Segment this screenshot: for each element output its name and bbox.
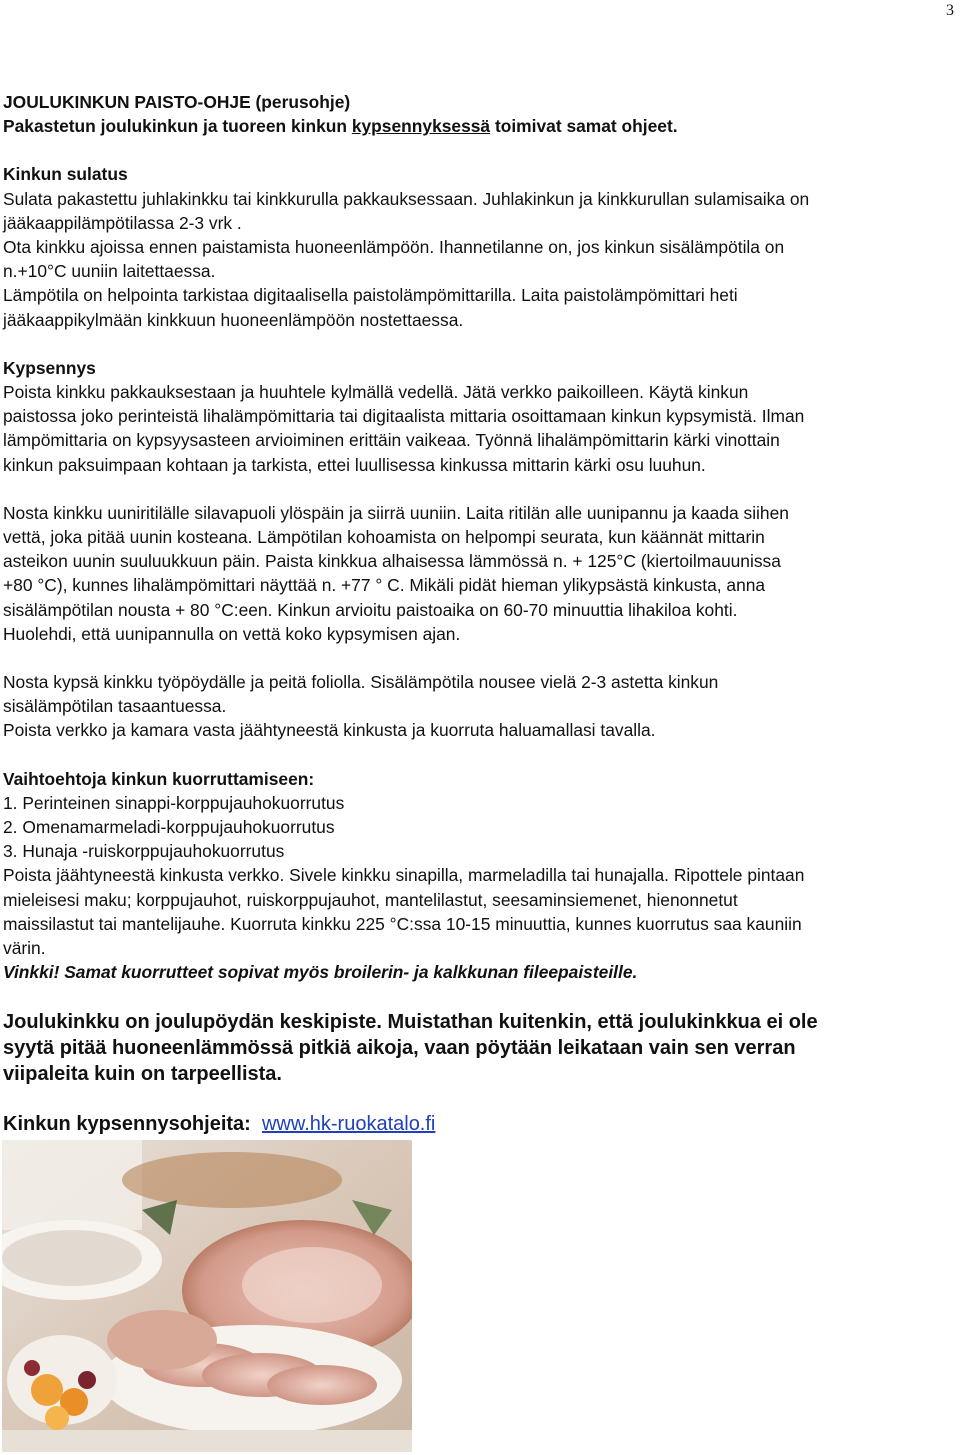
cook-heading: Kypsennys (3, 357, 96, 378)
cook-line: +80 °C), kunnes lihalämpömittari näyttää n. +77 ° C. Mikäli pidät hieman ylikypsästä kinkusta, anna (3, 575, 766, 596)
document-title: JOULUKINKUN PAISTO-OHJE (perusohje) (3, 92, 351, 112)
tip-text: Vinkki! Samat kuorrutteet sopivat myös broilerin- ja kalkkunan fileepaisteille. (3, 962, 638, 983)
thaw-line: Lämpötila on helpointa tarkistaa digitaalisella paistolämpömittarilla. Laita paistolämpömittari heti (3, 285, 738, 306)
website-link[interactable]: www.hk-ruokatalo.fi (261, 1112, 436, 1135)
glaze-line: Poista jäähtyneestä kinkusta verkko. Sivele kinkku sinapilla, marmeladilla tai hunajalla. Ripottele pintaan (3, 865, 805, 886)
cook-line: kinkun paksuimpaan kohtaan ja tarkista, ettei luullisessa kinkussa mittarin kärki osu luuhun. (3, 454, 706, 475)
cook-line: sisälämpötilan tasaantuessa. (3, 696, 227, 717)
cook-line: Nosta kinkku uuniritilälle silavapuoli ylöspäin ja siirrä uuniin. Laita ritilän alle uunipannu ja kaada siihen (3, 502, 789, 523)
ham-photo-illustration (2, 1140, 412, 1452)
cook-line: Huolehdi, että uunipannulla on vettä koko kypsymisen ajan. (3, 623, 461, 644)
document-subtitle: Pakastetun joulukinkun ja tuoreen kinkun kypsennyksessä toimivat samat ohjeet. (3, 116, 678, 137)
cook-line: vettä, joka pitää uunin kosteana. Lämpötilan kohoamista on helpompi seurata, kun käännät mittarin (3, 527, 765, 548)
thaw-heading: Kinkun sulatus (3, 164, 128, 185)
thaw-line: n.+10°C uuniin laitettaessa. (3, 261, 216, 282)
glaze-line: värin. (3, 938, 46, 959)
cook-line: Poista kinkku pakkauksestaan ja huuhtele kylmällä vedellä. Jätä verkko paikoilleen. Käytä kinkun (3, 382, 749, 403)
footer-line (3, 1111, 955, 1137)
glaze-list-item: 1. Perinteinen sinappi-korppujauhokuorrutus (3, 792, 345, 813)
highlight-line: syytä pitää huoneenlämmössä pitkiä aikoja, vaan pöytään leikataan vain sen verran (3, 1036, 796, 1059)
cook-line: paistossa joko perinteistä lihalämpömittaria tai digitaalista mittaria osoittamaan kinkun kypsymistä. Ilman (3, 406, 805, 427)
cook-line: asteikon uunin suuluukkuun päin. Paista kinkkua alhaisessa lämmössä n. + 125°C (kiertoilmauunissa (3, 551, 781, 572)
glaze-list-item: 2. Omenamarmeladi-korppujauhokuorrutus (3, 817, 335, 838)
thaw-line: jääkaappikylmään kinkkuun huoneenlämpöön nostettaessa. (3, 309, 464, 330)
ham-photo (2, 1140, 412, 1452)
glaze-line: maissilastut tai mantelijauhe. Kuorruta kinkku 225 °C:ssa 10-15 minuuttia, kunnes kuorrutus saa kauniin (3, 913, 802, 934)
cook-line: lämpömittaria on kypsyysasteen arvioiminen erittäin vaikeaa. Työnnä lihalämpömittarin kärki vinottain (3, 430, 780, 451)
highlight-line: Joulukinkku on joulupöydän keskipiste. Muistathan kuitenkin, että joulukinkkua ei ole (3, 1010, 818, 1033)
glaze-line: mieleisesi maku; korppujauhot, ruiskorppujauhot, mantelilastut, seesaminsiemenet, hienonnetut (3, 889, 738, 910)
cook-line: sisälämpötilan nousta + 80 °C:een. Kinkun arvioitu paistoaika on 60-70 minuuttia lihakiloa kohti. (3, 599, 738, 620)
footer-label: Kinkun kypsennysohjeita: (3, 1112, 251, 1135)
thaw-line: Ota kinkku ajoissa ennen paistamista huoneenlämpöön. Ihannetilanne on, jos kinkun sisälämpötila on (3, 237, 785, 258)
thaw-line: Sulata pakastettu juhlakinkku tai kinkkurulla pakkauksessaan. Juhlakinkun ja kinkkurullan sulamisaika on (3, 188, 810, 209)
thaw-line: jääkaappilämpötilassa 2-3 vrk . (3, 212, 242, 233)
page-number: 3 (946, 2, 954, 19)
cook-line: Nosta kypsä kinkku työpöydälle ja peitä foliolla. Sisälämpötila nousee vielä 2-3 astetta kinkun (3, 672, 719, 693)
recipe-content (3, 90, 955, 1137)
cook-line: Poista verkko ja kamara vasta jäähtyneestä kinkusta ja kuorruta haluamallasi tavalla. (3, 720, 656, 741)
highlight-line: viipaleita kuin on tarpeellista. (3, 1062, 282, 1085)
glaze-list-item: 3. Hunaja -ruiskorppujauhokuorrutus (3, 841, 285, 862)
glaze-heading: Vaihtoehtoja kinkun kuorruttamiseen: (3, 768, 315, 789)
